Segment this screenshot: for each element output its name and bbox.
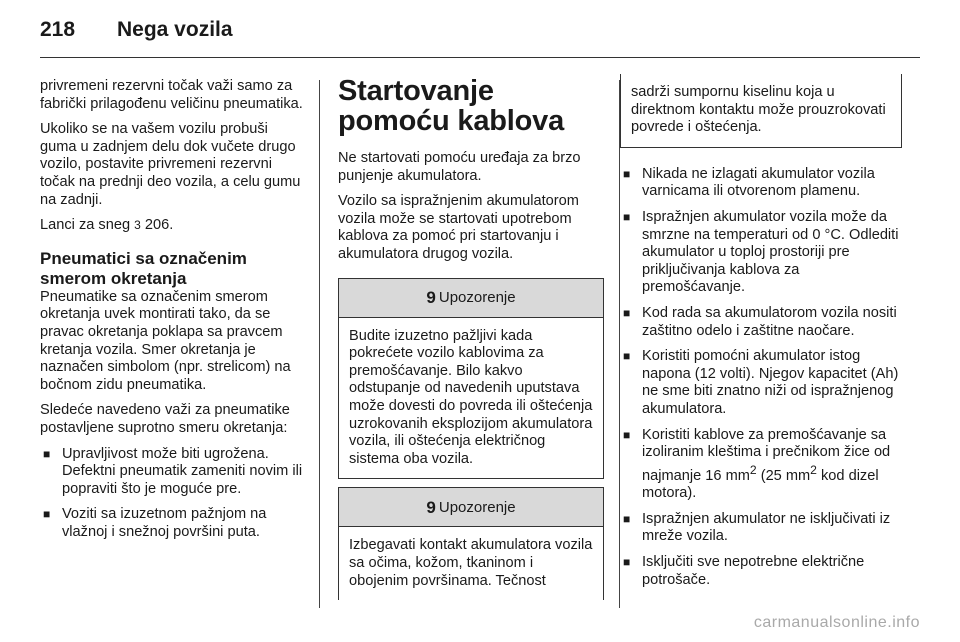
column-middle — [338, 76, 604, 600]
paragraph: Sledeće navedeno važi za pneumatike postavljene suprotno smeru okretanja: — [40, 402, 290, 436]
list-item: ■ Ispražnjen akumulator vozila može da smrzne na temperaturi od 0 °C. Odlediti akumulator u toploj prostoriji pre priključivanja kablova za premošćavanje. — [623, 208, 899, 296]
list-item: ■ Isključiti sve nepotrebne električne potrošače. — [623, 553, 865, 588]
warning-icon: 9 — [426, 497, 436, 517]
bullet-icon: ■ — [623, 511, 631, 526]
bullet-icon: ■ — [43, 507, 51, 522]
section-heading: Pneumatici sa označenim smerom okretanja — [40, 248, 247, 288]
bullet-icon: ■ — [623, 305, 631, 320]
warning-box-continued — [620, 74, 902, 148]
list-item: ■ Koristiti kablove za premošćavanje sa izoliranim kleštima i prečnikom žice od najmanje 16 $mm^2$ (25 $mm^2$ kod dizel motora). — [623, 426, 891, 502]
paragraph: Ukoliko se na vašem vozilu probuši guma u zadnjem delu dok vučete drugo vozilo, postavite privremeni rezervni točak na prednji deo vozila, a celu gumu na zadnji. — [40, 121, 301, 208]
column-divider-1 — [319, 80, 320, 608]
list-item: ■ Upravljivost može biti ugrožena. Defektni pneumatik zameniti novim ili popraviti što je moguće pre. — [43, 445, 303, 497]
list-item: ■ Voziti sa izuzetnom pažnjom na vlažnoj i snežnoj površini puta. — [43, 506, 267, 540]
bullet-icon: ■ — [43, 446, 51, 461]
warning-title: Upozorenje — [438, 288, 516, 306]
warning-text: sadrži sumpornu kiselinu koja u direktnom kontaktu može prouzrokovati povrede i oštećenja. — [631, 84, 886, 136]
page-number: 218 — [40, 18, 76, 41]
warning-icon: 9 — [426, 287, 436, 307]
snow-chains-reference[interactable]: Lanci za sneg 3 206. — [40, 217, 174, 234]
header-divider — [40, 57, 920, 58]
bullet-icon: ■ — [623, 554, 631, 569]
page-reference-icon: 3 — [134, 218, 141, 233]
warning-box — [338, 278, 604, 480]
watermark: carmanualsonline.info — [753, 614, 920, 631]
warning-box — [338, 487, 604, 600]
page-reference: 206. — [144, 217, 174, 234]
paragraph: Pneumatike sa označenim smerom okretanja uvek montirati tako, da se pravac okretanja poklapa sa pravcem kretanja vozila. Smer okretanja je naznačen simbolom (npr. strelicom) na bočnom zidu pneumatika. — [40, 288, 291, 393]
bullet-icon: ■ — [623, 427, 631, 442]
section-title: Startovanje pomoću kablova — [338, 75, 565, 137]
bullet-list — [620, 166, 902, 589]
column-left — [40, 78, 308, 549]
bullet-list — [40, 446, 308, 542]
list-item: ■ Ispražnjen akumulator ne isključivati iz mreže vozila. — [623, 510, 891, 545]
paragraph: Vozilo sa ispražnjenim akumulatorom vozila može se startovati upotrebom kablova za pomoć pri startovanju i akumulatora drugog vozila. — [338, 193, 579, 262]
bullet-icon: ■ — [623, 209, 631, 224]
warning-header — [339, 279, 603, 318]
list-item: ■ Kod rada sa akumulatorom vozila nositi zaštitno odelo i zaštitne naočare. — [623, 304, 897, 339]
paragraph: privremeni rezervni točak važi samo za fabrički prilagođenu veličinu pneumatika. — [40, 78, 303, 112]
warning-header — [339, 488, 603, 527]
list-item: ■ Nikada ne izlagati akumulator vozila varnicama ili otvorenom plamenu. — [623, 165, 875, 200]
column-right — [620, 74, 902, 597]
paragraph: Ne startovati pomoću uređaja za brzo punjenje akumulatora. — [338, 150, 581, 184]
warning-text: Budite izuzetno pažljivi kada pokrećete vozilo kablovima za premošćavanje. Bilo kakvo odstupanje od navedenih uputstava može dovesti do povreda ili oštećenja uzrokovanih eksplozijom akumulatora vozila, ili oštećenja električnog sistema oba vozila. — [349, 327, 593, 467]
warning-title: Upozorenje — [438, 498, 516, 516]
bullet-icon: ■ — [623, 349, 631, 364]
chapter-title: Nega vozila — [117, 18, 233, 41]
bullet-icon: ■ — [623, 166, 631, 181]
warning-text: Izbegavati kontakt akumulatora vozila sa očima, kožom, tkaninom i obojenim površinama. Tečnost — [349, 537, 593, 589]
list-item: ■ Koristiti pomoćni akumulator istog napona (12 volti). Njegov kapacitet (Ah) ne sme biti znatno niži od ispražnjenog akumulatora. — [623, 348, 899, 417]
